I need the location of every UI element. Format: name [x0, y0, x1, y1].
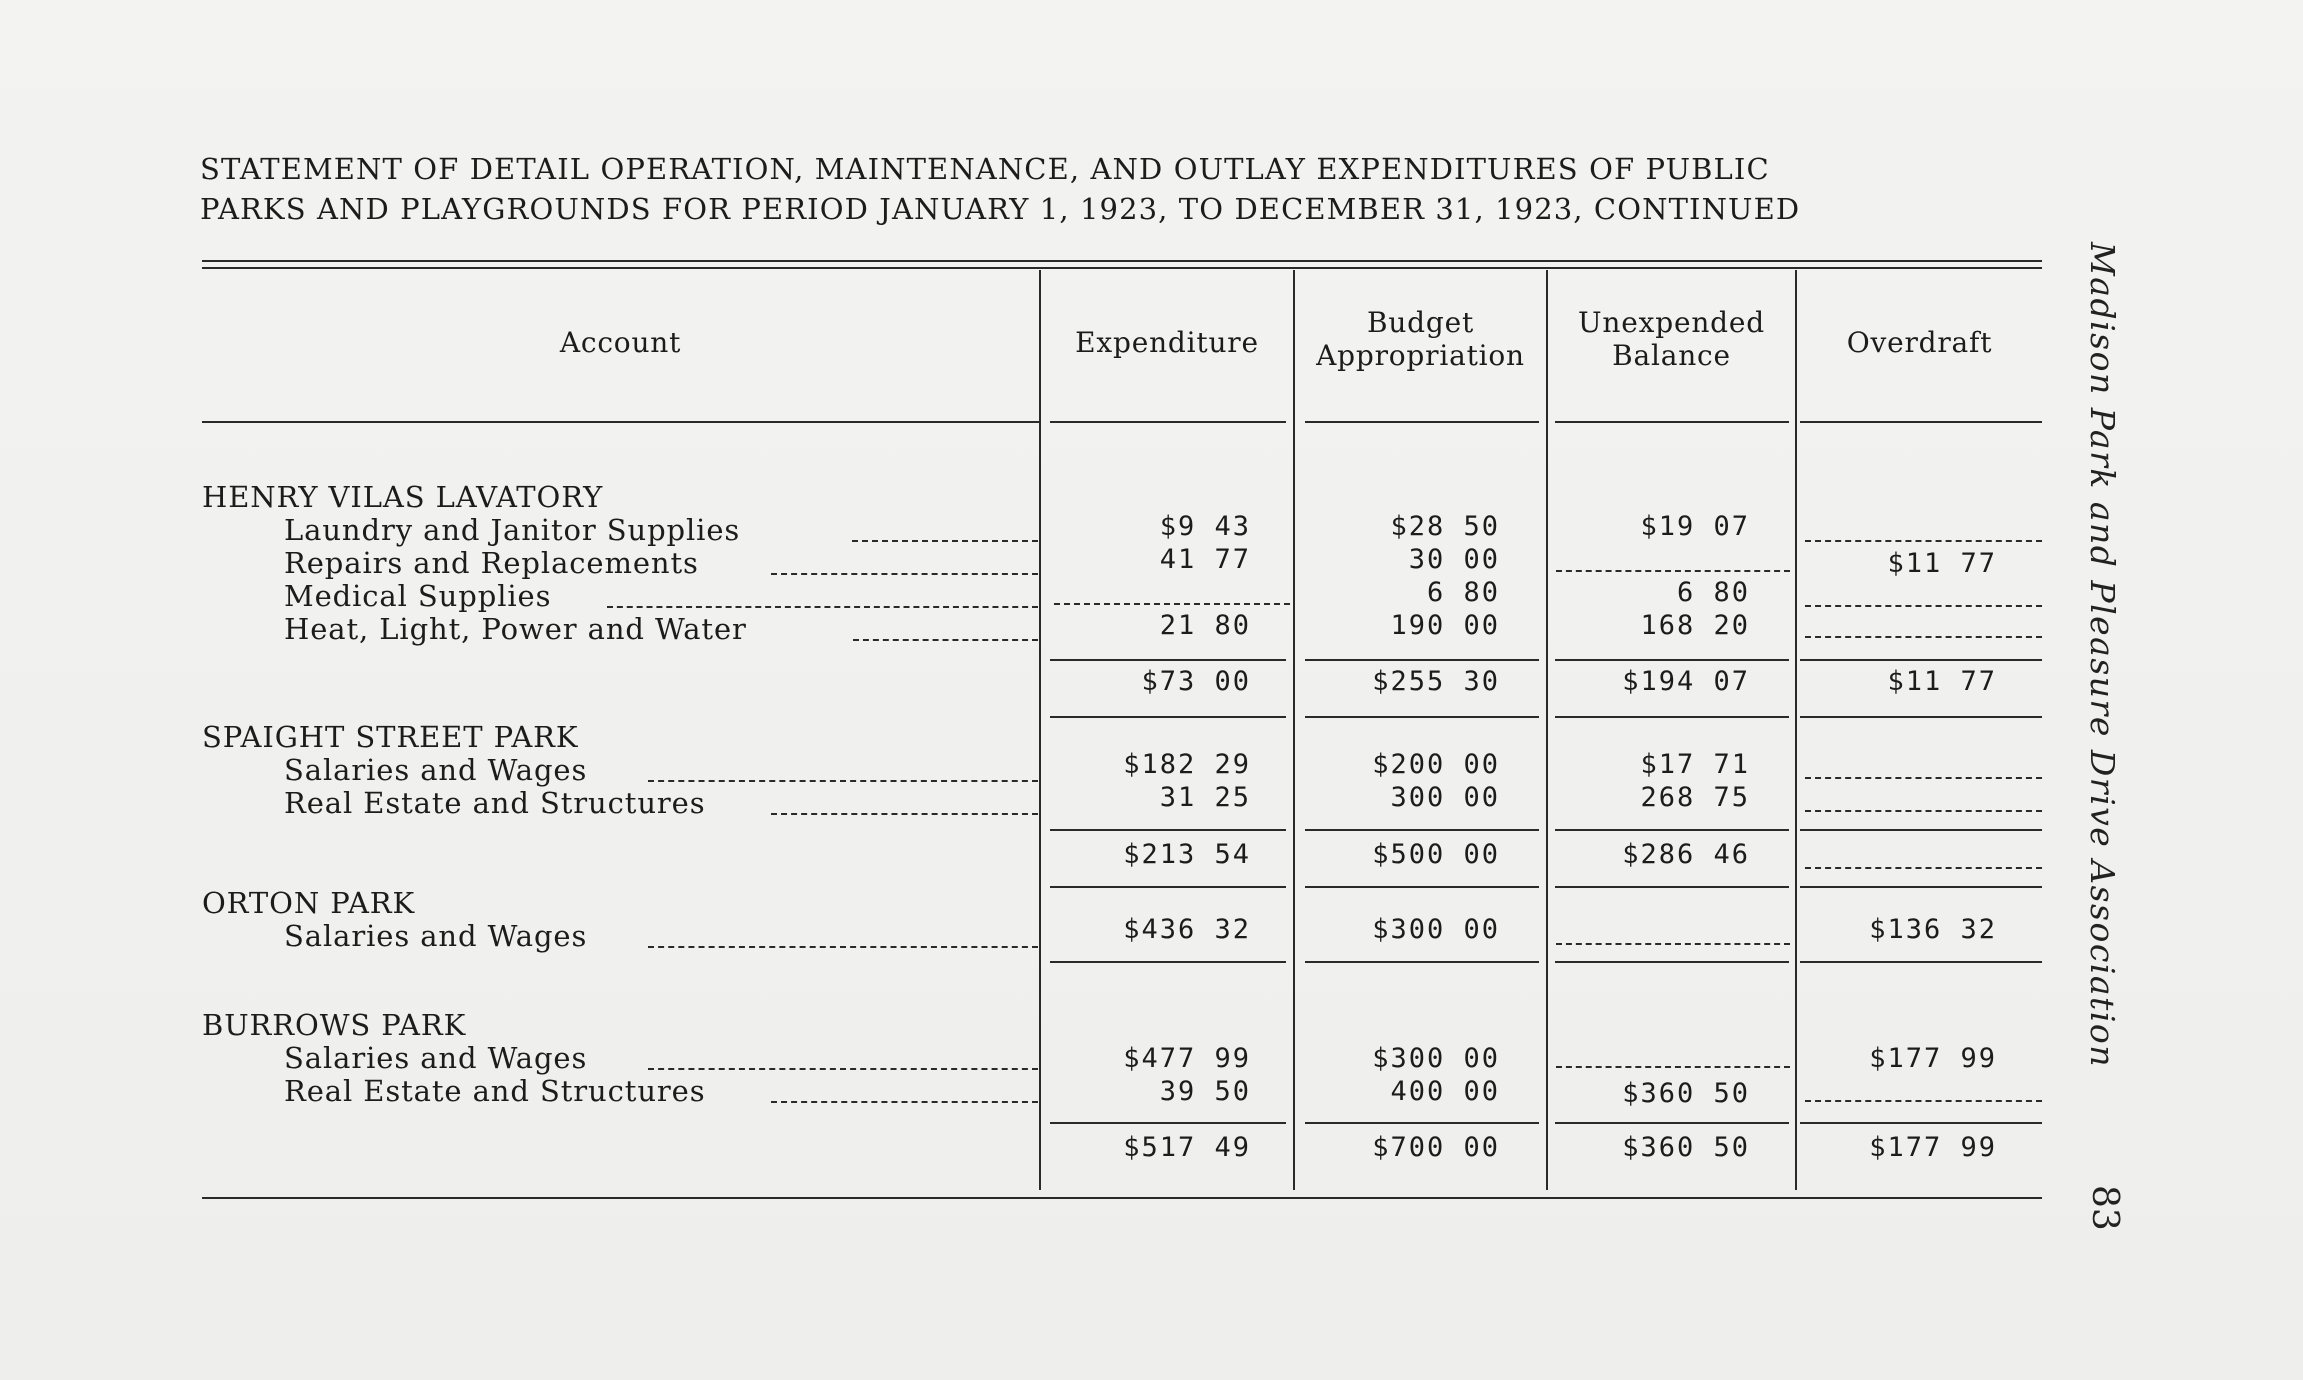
cell-unexpended-dash [1556, 1066, 1790, 1068]
cell-unexpended-dash [1556, 570, 1790, 572]
total-rule [1050, 886, 1286, 888]
header-rule-overdraft [1800, 421, 2042, 423]
cell-overdraft: $177 99 [1869, 1043, 1997, 1074]
subtotal-rule [1800, 1122, 2042, 1124]
cell-overdraft: $136 32 [1869, 914, 1997, 945]
header-rule-account [202, 421, 1039, 423]
row-label: Heat, Light, Power and Water [284, 612, 747, 646]
cell-budget: $300 00 [1372, 914, 1500, 945]
leader-dots [607, 606, 1038, 608]
cell-overdraft: $11 77 [1887, 548, 1997, 579]
page-number: 83 [2084, 1185, 2125, 1231]
cell-expenditure: $477 99 [1123, 1043, 1251, 1074]
total-rule [1555, 716, 1789, 718]
subtotal-rule [1050, 659, 1286, 661]
cell-budget: $300 00 [1372, 1043, 1500, 1074]
cell-unexpended: $19 07 [1640, 511, 1750, 542]
subtotal-rule [1050, 1122, 1286, 1124]
header-budget [1295, 306, 1546, 372]
row-label: Salaries and Wages [284, 919, 588, 953]
total-rule [1800, 716, 2042, 718]
total-rule [1800, 886, 2042, 888]
total-budget: $500 00 [1372, 839, 1500, 870]
cell-expenditure: 41 77 [1159, 544, 1251, 575]
cell-expenditure: 31 25 [1159, 782, 1251, 813]
cell-budget: 190 00 [1390, 610, 1500, 641]
header-rule-unexpended [1555, 421, 1789, 423]
header-rule-expenditure [1050, 421, 1286, 423]
section-title-spaight-street: SPAIGHT STREET PARK [202, 720, 579, 754]
cell-budget: $28 50 [1390, 511, 1500, 542]
cell-expenditure: 39 50 [1159, 1076, 1251, 1107]
cell-unexpended: 6 80 [1676, 577, 1750, 608]
cell-unexpended: $360 50 [1622, 1078, 1750, 1109]
cell-unexpended: 168 20 [1640, 610, 1750, 641]
cell-budget: 300 00 [1390, 782, 1500, 813]
row-label: Real Estate and Structures [284, 786, 706, 820]
total-budget: $700 00 [1372, 1132, 1500, 1163]
total-rule [1555, 886, 1789, 888]
subtotal-rule [1305, 829, 1539, 831]
row-label: Salaries and Wages [284, 1041, 588, 1075]
section-title-henry-vilas: HENRY VILAS LAVATORY [202, 480, 604, 514]
section-title-orton-park: ORTON PARK [202, 886, 416, 920]
header-unexpended [1548, 306, 1795, 372]
subtotal-rule [1050, 829, 1286, 831]
total-overdraft: $11 77 [1887, 666, 1997, 697]
total-expenditure: $73 00 [1141, 666, 1251, 697]
header-rule-budget [1305, 421, 1539, 423]
section-rule [1305, 961, 1539, 963]
subtotal-rule [1800, 829, 2042, 831]
cell-expenditure: $9 43 [1159, 511, 1251, 542]
header-account: Account [559, 326, 682, 359]
cell-expenditure: $436 32 [1123, 914, 1251, 945]
cell-expenditure-dash [1054, 603, 1290, 605]
running-head-vertical: Madison Park and Pleasure Drive Association [2083, 242, 2122, 1068]
leader-dots [852, 540, 1038, 542]
total-expenditure: $517 49 [1123, 1132, 1251, 1163]
leader-dots [648, 946, 1038, 948]
table-bottom-rule [202, 1197, 2042, 1199]
leader-dots [771, 573, 1038, 575]
section-rule [1555, 961, 1789, 963]
section-title-burrows-park: BURROWS PARK [202, 1008, 467, 1042]
section-rule [1800, 961, 2042, 963]
leader-dots [771, 813, 1038, 815]
leader-dots [648, 780, 1038, 782]
cell-overdraft-dash [1805, 605, 2042, 607]
header-unexpended-line-2: Balance [1612, 339, 1731, 372]
row-label: Laundry and Janitor Supplies [284, 513, 741, 547]
col-divider-3 [1546, 270, 1548, 1190]
cell-overdraft-dash [1805, 636, 2042, 638]
cell-unexpended: $17 71 [1640, 749, 1750, 780]
cell-unexpended: 268 75 [1640, 782, 1750, 813]
total-overdraft: $177 99 [1869, 1132, 1997, 1163]
cell-expenditure: 21 80 [1159, 610, 1251, 641]
title-line-1: STATEMENT OF DETAIL OPERATION, MAINTENANCE, AND OUTLAY EXPENDITURES OF PUBLIC [200, 152, 1770, 186]
header-budget-line-2: Appropriation [1316, 339, 1525, 372]
table-top-rule-1 [202, 260, 2042, 262]
leader-dots [771, 1101, 1038, 1103]
cell-budget: $200 00 [1372, 749, 1500, 780]
subtotal-rule [1305, 1122, 1539, 1124]
subtotal-rule [1555, 1122, 1789, 1124]
cell-unexpended-dash [1556, 943, 1790, 945]
total-unexpended: $360 50 [1622, 1132, 1750, 1163]
total-unexpended: $286 46 [1622, 839, 1750, 870]
total-rule [1305, 886, 1539, 888]
leader-dots [648, 1068, 1038, 1070]
cell-overdraft-dash [1805, 810, 2042, 812]
title-line-2: PARKS AND PLAYGROUNDS FOR PERIOD JANUARY 1, 1923, TO DECEMBER 31, 1923, CONTINUED [200, 192, 1801, 226]
header-overdraft: Overdraft [1846, 326, 1993, 359]
cell-overdraft-dash [1805, 540, 2042, 542]
total-expenditure: $213 54 [1123, 839, 1251, 870]
subtotal-rule [1555, 829, 1789, 831]
cell-budget: 30 00 [1408, 544, 1500, 575]
table-top-rule-2 [202, 267, 2042, 269]
total-unexpended: $194 07 [1622, 666, 1750, 697]
cell-budget: 400 00 [1390, 1076, 1500, 1107]
subtotal-rule [1555, 659, 1789, 661]
row-label: Repairs and Replacements [284, 546, 699, 580]
total-budget: $255 30 [1372, 666, 1500, 697]
subtotal-rule [1305, 659, 1539, 661]
cell-budget: 6 80 [1426, 577, 1500, 608]
section-rule [1050, 961, 1286, 963]
total-rule [1305, 716, 1539, 718]
row-label: Medical Supplies [284, 579, 552, 613]
total-rule [1050, 716, 1286, 718]
cell-overdraft-dash [1805, 1100, 2042, 1102]
row-label: Salaries and Wages [284, 753, 588, 787]
total-overdraft-dash [1805, 867, 2042, 869]
cell-expenditure: $182 29 [1123, 749, 1251, 780]
cell-overdraft-dash [1805, 777, 2042, 779]
header-budget-line-1: Budget [1366, 306, 1475, 339]
header-expenditure: Expenditure [1075, 326, 1259, 359]
leader-dots [853, 639, 1038, 641]
subtotal-rule [1800, 659, 2042, 661]
header-unexpended-line-1: Unexpended [1578, 306, 1765, 339]
row-label: Real Estate and Structures [284, 1074, 706, 1108]
